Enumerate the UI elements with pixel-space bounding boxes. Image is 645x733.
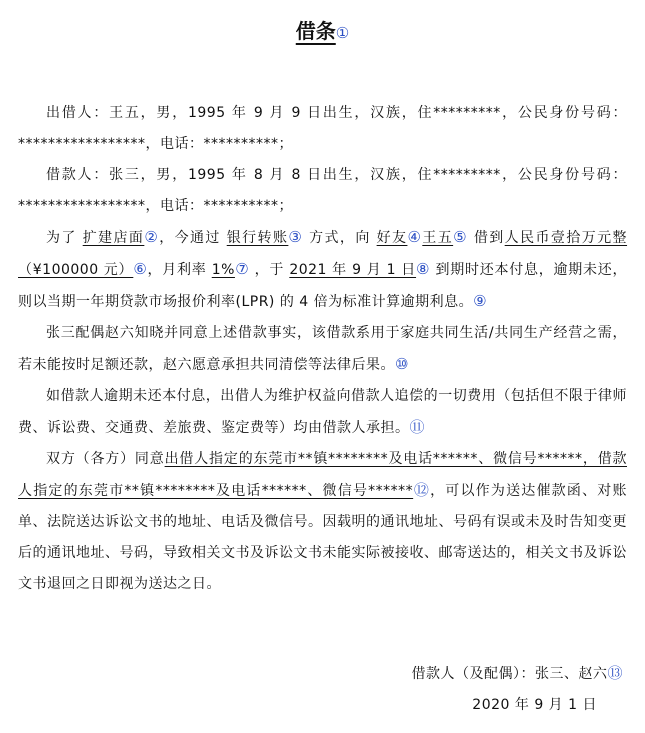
signature-text: 借款人（及配偶）：张三、赵六 [411,666,608,682]
annotation-number: ⑨ [473,292,488,310]
monthly-interest-rate: 1% [211,262,235,278]
lender-name: 王五 [422,230,454,246]
document-title [18,16,627,56]
service-address-text: 双方（各方）同意 [46,451,165,467]
borrower-info-paragraph: 借款人：张三，男，1995 年 8 月 8 日出生，汉族，住*********，公民身份号码：*****************，电话：**********； [18,167,627,214]
signature-date: 2020 年 9 月 1 日 [472,697,597,713]
loan-terms-text: ，于 [249,262,290,278]
recovery-costs-text: 如借款人逾期未还本付息，出借人为维护权益向借款人追偿的一切费用（包括但不限于律师费、诉讼费、交通费、差旅费、鉴定费等）均由借款人承担。 [18,388,627,436]
annotation-number: ③ [288,228,304,246]
service-address-paragraph [18,444,627,600]
annotation-number: ⑦ [234,260,250,278]
payment-method: 银行转账 [226,230,289,246]
lender-info-paragraph: 出借人：王五，男，1995 年 9 月 9 日出生，汉族，住*********，公民身份号码：*****************，电话：**********； [18,105,627,152]
loan-terms-text: 借到 [467,230,505,246]
spouse-consent-text: 张三配偶赵六知晓并同意上述借款事实，该借款系用于家庭共同生活/共同生产经营之需，若未能按时足额还款，赵六愿意承担共同清偿等法律后果。 [18,325,627,373]
annotation-number: ⑪ [409,418,426,436]
service-address-text: ，可以作为送达催款函、对账单、法院送达诉讼文书的地址、电话及微信号。因载明的通讯地址、号码有误或未及时告知变更后的通讯地址、号码，导致相关文书及诉讼文书未能实际被接收、邮寄送达的，相关文书及诉讼文书退回之日即视为送达之日。 [18,483,627,592]
loan-terms-text: ，月利率 [147,262,212,278]
recovery-costs-paragraph [18,381,627,444]
annotation-number: ② [144,228,160,246]
loan-terms-text: 方式，向 [303,230,377,246]
title-annotation-number: ① [335,24,350,42]
annotation-number: ⑤ [453,228,468,246]
title-text: 借条 [295,19,336,43]
designated-addresses: 出借人指定的东莞市**镇********及电话******、微信号******，借款人指定的东莞市**镇********及电话******、微信号****** [18,451,628,499]
loan-terms-text: ，今通过 [159,230,227,246]
annotation-number: ⑩ [395,355,409,373]
annotation-number: ⑧ [416,260,431,278]
loan-terms-paragraph [18,222,627,318]
borrower-signature [411,662,623,683]
due-date: 2021 年 9 月 1 日 [289,262,417,278]
loan-purpose: 扩建店面 [82,230,145,246]
loan-terms-text: 到期时还本付息，逾期未还，则以当期一年期贷款市场报价利率(LPR) 的 4 倍为标准计算逾期利息。 [18,262,627,310]
annotation-number: ⑬ [607,664,623,682]
loan-amount: 人民币壹拾万元整（¥100000 元） [18,230,628,278]
lender-relationship: 好友 [376,230,408,246]
spouse-consent-paragraph [18,318,627,381]
loan-terms-text: 为了 [46,230,83,246]
annotation-number: ④ [407,228,423,246]
annotation-number: ⑫ [413,481,431,499]
annotation-number: ⑥ [133,260,148,278]
